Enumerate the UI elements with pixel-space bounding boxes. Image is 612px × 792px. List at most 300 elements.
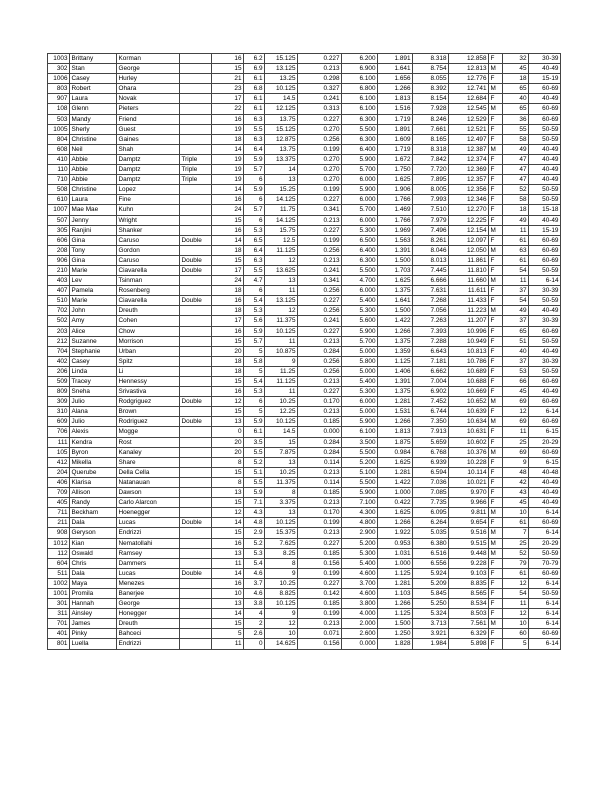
entry-type-cell: Double: [180, 518, 212, 528]
first-name-cell: Alexis: [70, 427, 117, 437]
gender-cell: F: [489, 629, 503, 639]
score-d-cell: 1.000: [378, 558, 413, 568]
age-cell: 18: [503, 74, 529, 84]
score-d-cell: 1.750: [378, 165, 413, 175]
score-b-cell: 13: [265, 276, 298, 286]
gender-cell: F: [489, 346, 503, 356]
score-c-cell: 5.300: [342, 306, 378, 316]
score-d-cell: 1.719: [378, 144, 413, 154]
last-name-cell: Friend: [117, 114, 180, 124]
first-name-cell: Oswald: [70, 548, 117, 558]
entry-type-cell: [180, 225, 212, 235]
score-b-cell: 10.125: [265, 417, 298, 427]
last-name-cell: Cohen: [117, 316, 180, 326]
count-cell: 24: [212, 205, 244, 215]
score-c-cell: 4.700: [342, 276, 378, 286]
age-cell: 49: [503, 306, 529, 316]
last-name-cell: Fine: [117, 195, 180, 205]
score-c-cell: 0.000: [342, 639, 378, 649]
age-cell: 63: [503, 245, 529, 255]
first-name-cell: Dala: [70, 518, 117, 528]
id-cell: 111: [48, 437, 70, 447]
count-cell: 0: [212, 427, 244, 437]
table-row: [48, 286, 561, 296]
table-row: [48, 64, 561, 74]
id-cell: 410: [48, 154, 70, 164]
score-d-cell: 1.516: [378, 104, 413, 114]
total-cell: 9.228: [449, 558, 489, 568]
score-c-cell: 2.000: [342, 619, 378, 629]
total-cell: 12.529: [449, 114, 489, 124]
total-cell: 9.811: [449, 508, 489, 518]
first-name-cell: Suzanne: [70, 336, 117, 346]
first-name-cell: Beckham: [70, 508, 117, 518]
age-group-cell: 50-59: [529, 336, 561, 346]
score-a-cell: 5.5: [244, 265, 265, 275]
subtotal-cell: 7.631: [413, 286, 449, 296]
total-cell: 10.631: [449, 427, 489, 437]
first-name-cell: Abbie: [70, 165, 117, 175]
total-cell: 12.776: [449, 74, 489, 84]
age-group-cell: 40-49: [529, 154, 561, 164]
last-name-cell: Hoenegger: [117, 508, 180, 518]
score-c-cell: 5.900: [342, 417, 378, 427]
count-cell: 19: [212, 124, 244, 134]
age-group-cell: 40-49: [529, 175, 561, 185]
id-cell: 212: [48, 336, 70, 346]
score-d-cell: 1.563: [378, 235, 413, 245]
age-cell: 53: [503, 366, 529, 376]
age-group-cell: 6-14: [529, 578, 561, 588]
entry-type-cell: [180, 558, 212, 568]
id-cell: 510: [48, 296, 70, 306]
id-cell: 407: [48, 286, 70, 296]
count-cell: 22: [212, 104, 244, 114]
table-row: [48, 629, 561, 639]
ratio-cell: 0.256: [298, 134, 342, 144]
gender-cell: M: [489, 417, 503, 427]
first-name-cell: Stan: [70, 64, 117, 74]
table-row: [48, 609, 561, 619]
count-cell: 12: [212, 508, 244, 518]
first-name-cell: Klarisa: [70, 477, 117, 487]
gender-cell: M: [489, 64, 503, 74]
last-name-cell: Dawson: [117, 488, 180, 498]
score-d-cell: 1.625: [378, 276, 413, 286]
ratio-cell: 0.142: [298, 588, 342, 598]
age-group-cell: 50-59: [529, 134, 561, 144]
score-b-cell: 14: [265, 165, 298, 175]
table-row: [48, 377, 561, 387]
entry-type-cell: [180, 336, 212, 346]
score-a-cell: 6.1: [244, 94, 265, 104]
ratio-cell: 0.213: [298, 528, 342, 538]
gender-cell: F: [489, 518, 503, 528]
last-name-cell: Ohara: [117, 84, 180, 94]
score-b-cell: 9: [265, 609, 298, 619]
entry-type-cell: [180, 54, 212, 64]
score-d-cell: 1.766: [378, 215, 413, 225]
count-cell: 19: [212, 154, 244, 164]
score-d-cell: 1.531: [378, 407, 413, 417]
score-c-cell: 5.300: [342, 548, 378, 558]
age-cell: 42: [503, 477, 529, 487]
total-cell: 12.369: [449, 165, 489, 175]
total-cell: 10.652: [449, 397, 489, 407]
total-cell: 5.898: [449, 639, 489, 649]
gender-cell: F: [489, 54, 503, 64]
first-name-cell: Chris: [70, 558, 117, 568]
age-group-cell: 50-59: [529, 366, 561, 376]
age-cell: 12: [503, 407, 529, 417]
subtotal-cell: 7.056: [413, 306, 449, 316]
subtotal-cell: 6.380: [413, 538, 449, 548]
score-b-cell: 11.75: [265, 205, 298, 215]
first-name-cell: Mikella: [70, 457, 117, 467]
score-c-cell: 6.300: [342, 114, 378, 124]
gender-cell: F: [489, 387, 503, 397]
table-row: [48, 346, 561, 356]
count-cell: 20: [212, 346, 244, 356]
table-row: [48, 356, 561, 366]
subtotal-cell: 6.939: [413, 457, 449, 467]
gender-cell: M: [489, 528, 503, 538]
score-a-cell: 3.5: [244, 437, 265, 447]
age-group-cell: 6-14: [529, 508, 561, 518]
score-d-cell: 1.625: [378, 457, 413, 467]
score-b-cell: 11.125: [265, 377, 298, 387]
score-c-cell: 5.000: [342, 346, 378, 356]
total-cell: 10.669: [449, 387, 489, 397]
entry-type-cell: Double: [180, 235, 212, 245]
score-a-cell: 6: [244, 195, 265, 205]
table-row: [48, 215, 561, 225]
score-c-cell: 3.800: [342, 599, 378, 609]
count-cell: 14: [212, 185, 244, 195]
total-cell: 10.786: [449, 356, 489, 366]
ratio-cell: 0.156: [298, 639, 342, 649]
ratio-cell: 0.199: [298, 609, 342, 619]
age-cell: 47: [503, 175, 529, 185]
first-name-cell: Marie: [70, 296, 117, 306]
age-cell: 37: [503, 356, 529, 366]
score-a-cell: 5.3: [244, 387, 265, 397]
id-cell: 402: [48, 356, 70, 366]
count-cell: 15: [212, 619, 244, 629]
first-name-cell: Querube: [70, 467, 117, 477]
age-group-cell: 60-69: [529, 417, 561, 427]
total-cell: 9.654: [449, 518, 489, 528]
subtotal-cell: 7.004: [413, 377, 449, 387]
count-cell: 15: [212, 215, 244, 225]
last-name-cell: Gaines: [117, 134, 180, 144]
subtotal-cell: 6.095: [413, 508, 449, 518]
age-group-cell: 15-18: [529, 205, 561, 215]
score-d-cell: 1.266: [378, 599, 413, 609]
gender-cell: M: [489, 144, 503, 154]
age-cell: 54: [503, 588, 529, 598]
entry-type-cell: [180, 215, 212, 225]
gender-cell: F: [489, 286, 503, 296]
age-cell: 11: [503, 276, 529, 286]
id-cell: 907: [48, 94, 70, 104]
last-name-cell: George: [117, 599, 180, 609]
gender-cell: F: [489, 175, 503, 185]
last-name-cell: Rodgriguez: [117, 397, 180, 407]
table-row: [48, 599, 561, 609]
entry-type-cell: [180, 134, 212, 144]
ratio-cell: 0.156: [298, 558, 342, 568]
id-cell: 906: [48, 255, 70, 265]
entry-type-cell: [180, 64, 212, 74]
total-cell: 10.376: [449, 447, 489, 457]
score-d-cell: 1.375: [378, 336, 413, 346]
count-cell: 15: [212, 407, 244, 417]
score-d-cell: 1.125: [378, 609, 413, 619]
total-cell: 11.433: [449, 296, 489, 306]
score-c-cell: 5.500: [342, 447, 378, 457]
last-name-cell: Morrison: [117, 336, 180, 346]
table-row: [48, 154, 561, 164]
score-a-cell: 6: [244, 286, 265, 296]
score-c-cell: 6.100: [342, 427, 378, 437]
id-cell: 609: [48, 417, 70, 427]
total-cell: 10.688: [449, 377, 489, 387]
total-cell: 12.497: [449, 134, 489, 144]
entry-type-cell: [180, 124, 212, 134]
id-cell: 701: [48, 619, 70, 629]
first-name-cell: Luella: [70, 639, 117, 649]
gender-cell: F: [489, 185, 503, 195]
id-cell: 606: [48, 235, 70, 245]
gender-cell: M: [489, 548, 503, 558]
last-name-cell: Shah: [117, 144, 180, 154]
id-cell: 509: [48, 377, 70, 387]
score-b-cell: 15.25: [265, 185, 298, 195]
table-row: [48, 74, 561, 84]
last-name-cell: Chow: [117, 326, 180, 336]
table-row: [48, 366, 561, 376]
table-row: [48, 488, 561, 498]
gender-cell: F: [489, 366, 503, 376]
entry-type-cell: [180, 528, 212, 538]
id-cell: 803: [48, 84, 70, 94]
score-b-cell: 12: [265, 306, 298, 316]
gender-cell: F: [489, 498, 503, 508]
score-d-cell: 1.875: [378, 437, 413, 447]
ratio-cell: 0.227: [298, 538, 342, 548]
score-d-cell: 1.672: [378, 154, 413, 164]
total-cell: 11.660: [449, 276, 489, 286]
gender-cell: F: [489, 296, 503, 306]
age-cell: 47: [503, 165, 529, 175]
score-b-cell: 15.125: [265, 124, 298, 134]
gender-cell: M: [489, 508, 503, 518]
first-name-cell: Byron: [70, 447, 117, 457]
entry-type-cell: Double: [180, 397, 212, 407]
subtotal-cell: 8.318: [413, 144, 449, 154]
score-d-cell: 1.500: [378, 619, 413, 629]
age-group-cell: 40-49: [529, 498, 561, 508]
score-a-cell: 4.3: [244, 508, 265, 518]
score-a-cell: 5.5: [244, 477, 265, 487]
table-row: [48, 437, 561, 447]
entry-type-cell: Double: [180, 265, 212, 275]
gender-cell: F: [489, 336, 503, 346]
age-group-cell: 30-39: [529, 286, 561, 296]
last-name-cell: Nematollahi: [117, 538, 180, 548]
entry-type-cell: [180, 578, 212, 588]
last-name-cell: Endrizzi: [117, 528, 180, 538]
table-row: [48, 467, 561, 477]
score-a-cell: 5.6: [244, 316, 265, 326]
total-cell: 9.103: [449, 568, 489, 578]
ratio-cell: 0.199: [298, 144, 342, 154]
subtotal-cell: 6.744: [413, 407, 449, 417]
gender-cell: F: [489, 639, 503, 649]
count-cell: 18: [212, 245, 244, 255]
first-name-cell: Julio: [70, 397, 117, 407]
entry-type-cell: [180, 609, 212, 619]
score-a-cell: 5.3: [244, 225, 265, 235]
count-cell: 19: [212, 175, 244, 185]
entry-type-cell: [180, 639, 212, 649]
id-cell: 908: [48, 528, 70, 538]
gender-cell: F: [489, 316, 503, 326]
first-name-cell: Laura: [70, 195, 117, 205]
gender-cell: F: [489, 205, 503, 215]
id-cell: 1006: [48, 74, 70, 84]
total-cell: 12.521: [449, 124, 489, 134]
ratio-cell: 0.341: [298, 205, 342, 215]
gender-cell: F: [489, 427, 503, 437]
score-b-cell: 13.75: [265, 144, 298, 154]
total-cell: 8.835: [449, 578, 489, 588]
ratio-cell: 0.284: [298, 346, 342, 356]
score-b-cell: 8.825: [265, 588, 298, 598]
age-group-cell: 40-49: [529, 94, 561, 104]
ratio-cell: 0.227: [298, 296, 342, 306]
age-cell: 54: [503, 265, 529, 275]
age-cell: 58: [503, 195, 529, 205]
score-d-cell: 1.375: [378, 286, 413, 296]
score-a-cell: 5.3: [244, 306, 265, 316]
subtotal-cell: 7.263: [413, 316, 449, 326]
entry-type-cell: [180, 538, 212, 548]
first-name-cell: Promila: [70, 588, 117, 598]
table-row: [48, 144, 561, 154]
first-name-cell: Christine: [70, 185, 117, 195]
scores-table: [47, 53, 561, 650]
subtotal-cell: 7.036: [413, 477, 449, 487]
table-row: [48, 508, 561, 518]
score-b-cell: 14.625: [265, 639, 298, 649]
table-row: [48, 477, 561, 487]
score-c-cell: 5.200: [342, 457, 378, 467]
score-d-cell: 1.906: [378, 185, 413, 195]
score-c-cell: 5.700: [342, 205, 378, 215]
entry-type-cell: [180, 74, 212, 84]
score-c-cell: 5.000: [342, 366, 378, 376]
subtotal-cell: 7.842: [413, 154, 449, 164]
table-row: [48, 235, 561, 245]
age-group-cell: 50-59: [529, 195, 561, 205]
entry-type-cell: [180, 326, 212, 336]
score-a-cell: 0: [244, 639, 265, 649]
last-name-cell: Gordon: [117, 245, 180, 255]
score-b-cell: 12.875: [265, 134, 298, 144]
last-name-cell: Li: [117, 366, 180, 376]
age-group-cell: 40-49: [529, 488, 561, 498]
score-a-cell: 3.8: [244, 599, 265, 609]
last-name-cell: Mogge: [117, 427, 180, 437]
count-cell: 17: [212, 265, 244, 275]
score-c-cell: 6.200: [342, 54, 378, 64]
score-d-cell: 1.609: [378, 134, 413, 144]
score-d-cell: 1.031: [378, 548, 413, 558]
last-name-cell: Spitz: [117, 356, 180, 366]
age-cell: 49: [503, 144, 529, 154]
ratio-cell: 0.213: [298, 407, 342, 417]
first-name-cell: Gina: [70, 235, 117, 245]
entry-type-cell: [180, 144, 212, 154]
last-name-cell: Hurley: [117, 74, 180, 84]
score-b-cell: 9: [265, 356, 298, 366]
subtotal-cell: 8.154: [413, 94, 449, 104]
count-cell: 24: [212, 276, 244, 286]
score-c-cell: 5.900: [342, 154, 378, 164]
count-cell: 18: [212, 134, 244, 144]
count-cell: 17: [212, 94, 244, 104]
subtotal-cell: 6.768: [413, 447, 449, 457]
first-name-cell: Abbie: [70, 154, 117, 164]
gender-cell: F: [489, 74, 503, 84]
first-name-cell: Tracey: [70, 377, 117, 387]
ratio-cell: 0.185: [298, 488, 342, 498]
ratio-cell: 0.241: [298, 265, 342, 275]
table-row: [48, 639, 561, 649]
table-row: [48, 265, 561, 275]
score-d-cell: 1.922: [378, 528, 413, 538]
total-cell: 10.114: [449, 467, 489, 477]
age-group-cell: 40-49: [529, 306, 561, 316]
total-cell: 12.270: [449, 205, 489, 215]
table-row: [48, 619, 561, 629]
subtotal-cell: 6.662: [413, 366, 449, 376]
subtotal-cell: 8.392: [413, 84, 449, 94]
score-a-cell: 6.1: [244, 74, 265, 84]
score-b-cell: 11: [265, 387, 298, 397]
total-cell: 10.996: [449, 326, 489, 336]
score-a-cell: 5.1: [244, 467, 265, 477]
table-row: [48, 185, 561, 195]
score-d-cell: 1.266: [378, 417, 413, 427]
table-row: [48, 447, 561, 457]
age-group-cell: 60-69: [529, 518, 561, 528]
age-cell: 55: [503, 124, 529, 134]
score-d-cell: 1.125: [378, 356, 413, 366]
score-d-cell: 1.813: [378, 94, 413, 104]
ratio-cell: 0.270: [298, 154, 342, 164]
ratio-cell: 0.227: [298, 578, 342, 588]
table-row: [48, 316, 561, 326]
score-b-cell: 3.375: [265, 498, 298, 508]
score-a-cell: 5.9: [244, 185, 265, 195]
score-a-cell: 5.5: [244, 124, 265, 134]
total-cell: 12.356: [449, 185, 489, 195]
gender-cell: F: [489, 407, 503, 417]
count-cell: 13: [212, 417, 244, 427]
